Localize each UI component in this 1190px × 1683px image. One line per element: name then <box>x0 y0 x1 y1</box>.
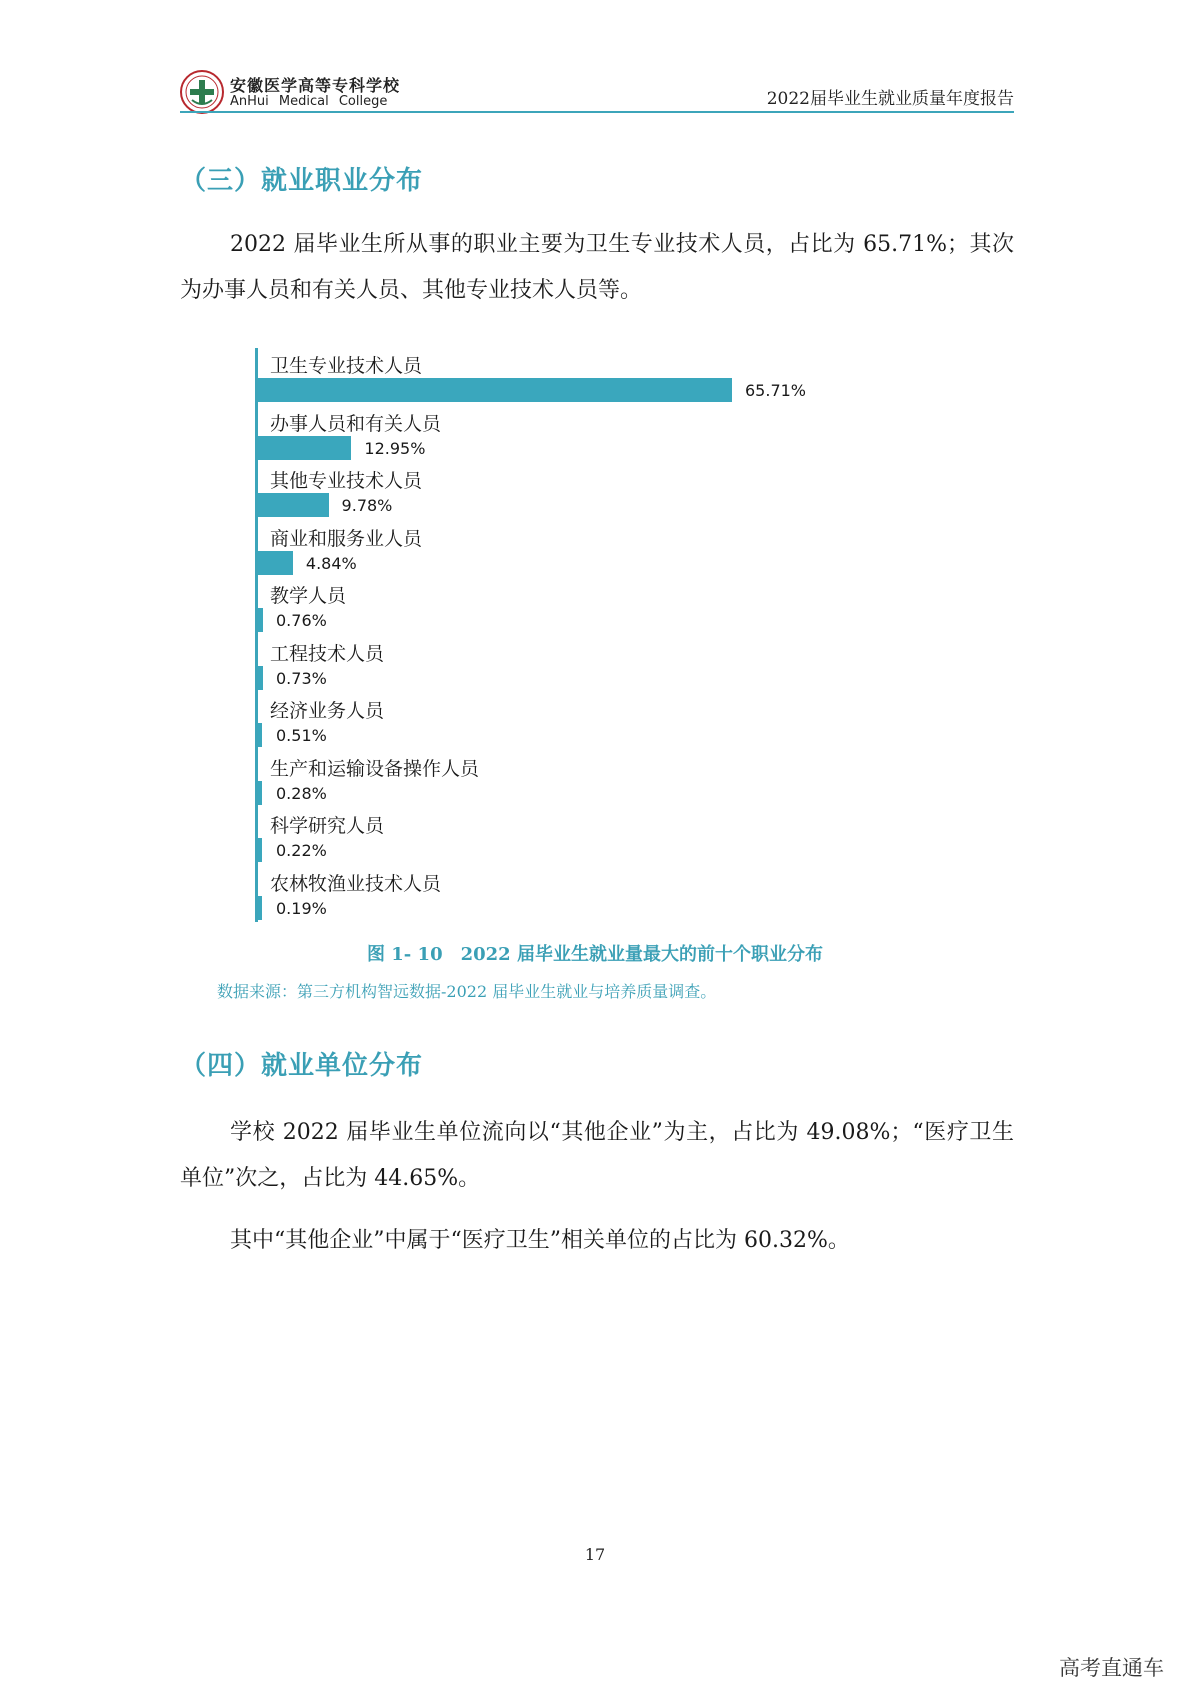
section-heading-employer: （四）就业单位分布 <box>180 1051 424 1081</box>
bar <box>258 608 263 632</box>
bar <box>258 838 262 862</box>
bar <box>258 896 262 920</box>
value-label: 0.51% <box>276 726 327 745</box>
bar <box>258 666 263 690</box>
watermark: 高考直通车 <box>1059 1656 1164 1680</box>
category-label: 经济业务人员 <box>270 700 385 722</box>
value-label: 0.28% <box>276 783 327 803</box>
value-label: 9.78% <box>341 496 393 515</box>
value-label: 12.95% <box>364 438 426 458</box>
employer-paragraph-2: 其中“其他企业”中属于“医疗卫生”相关单位的占比为 60.32%。 <box>230 1228 850 1253</box>
value-label: 65.71% <box>745 381 807 400</box>
category-label: 教学人员 <box>270 585 347 607</box>
value-label: 0.76% <box>276 611 327 630</box>
bar <box>258 551 293 575</box>
category-label: 科学研究人员 <box>270 815 385 837</box>
category-label: 商业和服务业人员 <box>270 527 423 550</box>
category-label: 生产和运输设备操作人员 <box>270 757 480 780</box>
report-title: 2022届毕业生就业质量年度报告 <box>766 89 1014 109</box>
figure-caption: 图 1- 10 2022 届毕业生就业量最大的前十个职业分布 <box>367 944 823 965</box>
school-name-en: AnHui Medical College <box>230 94 388 109</box>
employer-paragraph-1: 学校 2022 届毕业生单位流向以“其他企业”为主，占比为 49.08%；“医疗卫生单位”次之，占比为 44.65%。 <box>180 1120 1014 1191</box>
header-divider <box>180 111 1014 113</box>
school-logo-icon <box>180 70 224 114</box>
chart-axis-line <box>255 348 258 922</box>
category-label: 其他专业技术人员 <box>270 470 423 492</box>
bar <box>258 781 262 805</box>
occupation-paragraph: 2022 届毕业生所从事的职业主要为卫生专业技术人员，占比为 65.71%；其次为办事人员和有关人员、其他专业技术人员等。 <box>180 232 1014 303</box>
page-number: 17 <box>584 1545 606 1564</box>
category-label: 卫生专业技术人员 <box>270 355 423 377</box>
category-label: 工程技术人员 <box>270 642 385 665</box>
bar <box>258 378 732 402</box>
bar <box>258 493 329 517</box>
value-label: 0.19% <box>276 898 327 918</box>
figure-source: 数据来源：第三方机构智远数据-2022 届毕业生就业与培养质量调查。 <box>217 982 717 1001</box>
value-label: 4.84% <box>305 553 357 573</box>
bar <box>258 436 351 460</box>
school-name-cn: 安徽医学高等专科学校 <box>230 76 401 95</box>
page-header <box>180 70 1014 114</box>
bar <box>258 723 262 747</box>
value-label: 0.22% <box>276 841 327 860</box>
value-label: 0.73% <box>276 668 327 688</box>
section-heading-occupation: （三）就业职业分布 <box>180 166 424 196</box>
category-label: 办事人员和有关人员 <box>270 412 442 435</box>
category-label: 农林牧渔业技术人员 <box>270 872 442 895</box>
